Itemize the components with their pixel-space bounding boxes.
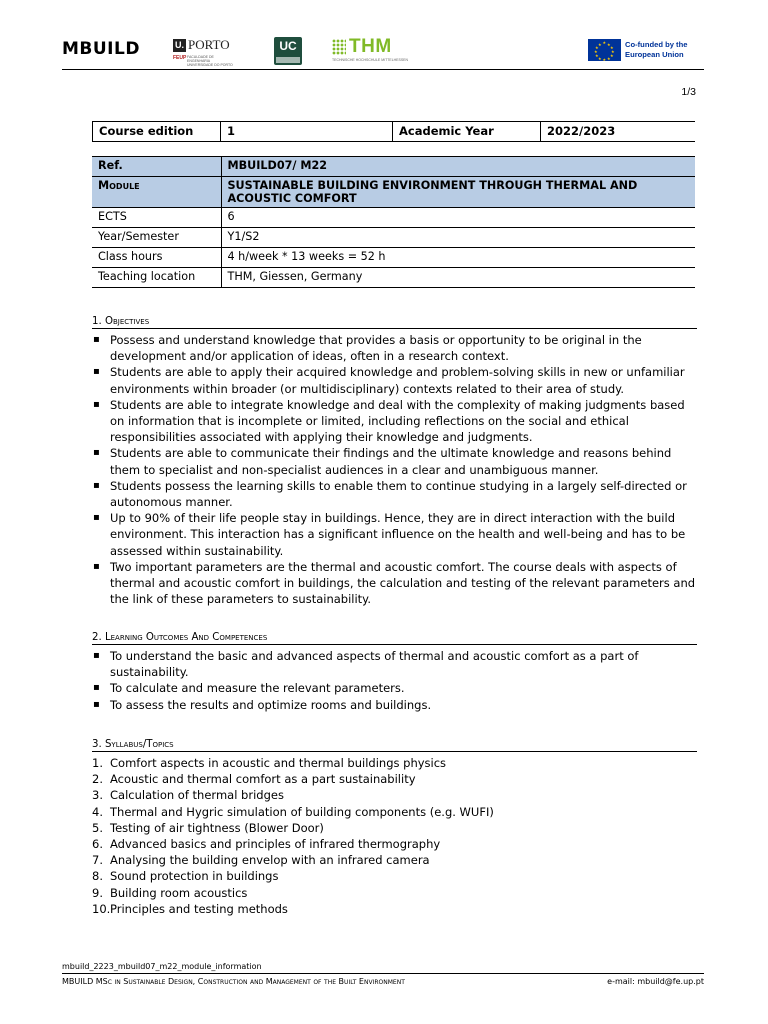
list-item: ▪ Possess and understand knowledge that provides a basis or opportunity to be original in the development and/or application of ideas, often in a research context. bbox=[92, 332, 697, 364]
class-hours-label: Class hours bbox=[92, 248, 221, 268]
ects-label: ECTS bbox=[92, 208, 221, 228]
list-item: ▪ Students possess the learning skills to enable them to continue studying in a largely self-directed or autonomous manner. bbox=[92, 478, 697, 510]
item-text: Thermal and Hygric simulation of building components (e.g. WUFI) bbox=[110, 804, 494, 819]
item-text: Building room acoustics bbox=[110, 885, 248, 900]
course-edition-label: Course edition bbox=[93, 122, 221, 142]
list-item: ▪ Up to 90% of their life people stay in buildings. Hence, they are in direct interaction with the build environment. This interaction has a significant influence on the health and well-being and has to be assessed within sustainability. bbox=[92, 510, 697, 559]
edition-table bbox=[92, 121, 695, 142]
outcomes-list bbox=[92, 648, 697, 713]
list-item bbox=[92, 868, 697, 884]
list-item bbox=[92, 771, 697, 787]
item-text: Comfort aspects in acoustic and thermal buildings physics bbox=[110, 756, 447, 770]
uc-wordmark: UC bbox=[279, 39, 297, 53]
syllabus-list bbox=[92, 755, 697, 917]
table-row bbox=[92, 228, 695, 248]
header-divider bbox=[62, 69, 704, 70]
list-item bbox=[92, 804, 697, 820]
item-text: Calculation of thermal bridges bbox=[110, 788, 284, 803]
teaching-location-value: THM, Giessen, Germany bbox=[221, 268, 695, 288]
eu-flag-icon: ★ ★ ★ ★ ★ ★ ★ ★ ★ ★ ★ ★ bbox=[588, 39, 621, 61]
thm-dots-icon bbox=[332, 39, 346, 55]
item-number: 9. bbox=[92, 885, 103, 900]
item-number: 4. bbox=[92, 804, 103, 819]
eu-text-line2: European Union bbox=[625, 50, 684, 59]
outcomes-heading: 2. Learning Outcomes And Competences bbox=[92, 632, 697, 645]
item-text: Principles and testing methods bbox=[110, 901, 288, 916]
uc-logo bbox=[274, 37, 302, 65]
item-number: 7. bbox=[92, 853, 103, 868]
page-header bbox=[62, 34, 698, 72]
item-text: Acoustic and thermal comfort as a part sustainability bbox=[110, 772, 416, 787]
list-item bbox=[92, 836, 697, 852]
mbuild-logo: MBUILD bbox=[62, 39, 140, 59]
list-item: ▪ Students are able to integrate knowledge and deal with the complexity of making judgments based on information that is incomplete or limited, including reflections on the social and ethical responsibilities associated with applying their knowledge and judgments. bbox=[92, 397, 697, 446]
objectives-section bbox=[92, 316, 697, 607]
list-item: ▪ To calculate and measure the relevant parameters. bbox=[92, 680, 697, 696]
item-number: 5. bbox=[92, 820, 103, 835]
item-number: 1. bbox=[92, 756, 103, 770]
list-item bbox=[92, 885, 697, 901]
list-item: ▪ To assess the results and optimize rooms and buildings. bbox=[92, 697, 697, 713]
thm-wordmark: THM bbox=[349, 36, 392, 57]
item-number: 6. bbox=[92, 837, 103, 852]
ref-label: Ref. bbox=[92, 157, 221, 177]
uporto-feup-logo bbox=[173, 37, 235, 65]
academic-year-value: 2022/2023 bbox=[541, 122, 696, 142]
feup-wordmark: FEUP bbox=[173, 55, 187, 61]
ref-row bbox=[92, 157, 695, 177]
objectives-list bbox=[92, 332, 697, 607]
list-item bbox=[92, 820, 697, 836]
year-semester-label: Year/Semester bbox=[92, 228, 221, 248]
item-number: 8. bbox=[92, 869, 103, 884]
course-edition-value: 1 bbox=[221, 122, 393, 142]
class-hours-value: 4 h/week * 13 weeks = 52 h bbox=[221, 248, 695, 268]
module-value: SUSTAINABLE BUILDING ENVIRONMENT THROUGH THERMAL AND ACOUSTIC COMFORT bbox=[221, 177, 695, 208]
outcomes-section bbox=[92, 632, 697, 713]
item-number: 2. bbox=[92, 772, 103, 787]
list-item: ▪ To understand the basic and advanced aspects of thermal and acoustic comfort as a part of sustainability. bbox=[92, 648, 697, 680]
ref-value: MBUILD07/ M22 bbox=[221, 157, 695, 177]
thm-subtitle: TECHNISCHE HOCHSCHULE MITTELHESSEN bbox=[332, 58, 409, 62]
item-text: Analysing the building envelop with an infrared camera bbox=[110, 853, 430, 868]
item-number: 10. bbox=[92, 901, 111, 916]
eu-cofunded-logo bbox=[588, 39, 698, 61]
list-item: ▪ Students are able to communicate their findings and the ultimate knowledge and reasons behind them to specialist and non-specialist audiences in a clear and unambiguous manner. bbox=[92, 445, 697, 477]
objectives-heading: 1. Objectives bbox=[92, 316, 697, 329]
footer-email: e-mail: mbuild@fe.up.pt bbox=[607, 977, 704, 986]
academic-year-label: Academic Year bbox=[393, 122, 541, 142]
syllabus-section bbox=[92, 739, 697, 917]
list-item: ▪ Students are able to apply their acquired knowledge and problem-solving skills in new or unfamiliar environments within broader (or multidisciplinary) contexts related to their area of study. bbox=[92, 364, 697, 396]
list-item bbox=[92, 755, 697, 771]
module-info-table bbox=[92, 156, 695, 288]
page-number: 1/3 bbox=[681, 86, 696, 98]
eu-text-line1: Co-funded by the bbox=[625, 40, 688, 49]
item-number: 3. bbox=[92, 788, 103, 803]
syllabus-heading: 3. Syllabus/Topics bbox=[92, 739, 697, 752]
item-text: Advanced basics and principles of infrared thermography bbox=[110, 837, 441, 852]
thm-logo bbox=[332, 37, 412, 65]
teaching-location-label: Teaching location bbox=[92, 268, 221, 288]
list-item: ▪ Two important parameters are the thermal and acoustic comfort. The course deals with aspects of thermal and acoustic comfort in buildings, the calculation and testing of the relevant parameters and the link of these parameters to sustainability. bbox=[92, 559, 697, 608]
list-item bbox=[92, 901, 697, 917]
item-text: Sound protection in buildings bbox=[110, 869, 279, 884]
ects-value: 6 bbox=[221, 208, 695, 228]
item-text: Testing of air tightness (Blower Door) bbox=[110, 820, 324, 835]
uporto-mark: U. bbox=[175, 40, 184, 50]
table-row bbox=[92, 268, 695, 288]
footer-filename: mbuild_2223_mbuild07_m22_module_information bbox=[62, 962, 262, 971]
footer-program: MBUILD MSc in Sustainable Design, Construction and Management of the Built Environment bbox=[62, 977, 405, 986]
footer-divider bbox=[62, 973, 704, 974]
feup-subtitle: FACULDADE DE ENGENHARIA UNIVERSIDADE DO PORTO bbox=[187, 55, 233, 67]
module-label: Module bbox=[92, 177, 221, 208]
list-item bbox=[92, 852, 697, 868]
module-row bbox=[92, 177, 695, 208]
table-row bbox=[92, 208, 695, 228]
uporto-wordmark: PORTO bbox=[188, 37, 230, 52]
table-row bbox=[92, 248, 695, 268]
list-item bbox=[92, 787, 697, 803]
year-semester-value: Y1/S2 bbox=[221, 228, 695, 248]
